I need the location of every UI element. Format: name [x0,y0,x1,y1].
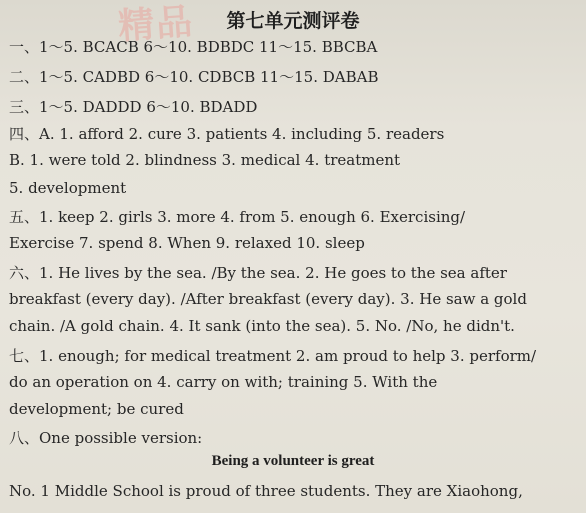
answer-line-2: 二、1～5. CADBD 6～10. CDBCB 11～15. DABAB [9,68,379,86]
page-title: 第七单元测评卷 [226,10,360,32]
essay-title: Being a volunteer is great [211,453,375,469]
answer-line-15: 八、One possible version: [9,429,203,447]
answer-line-7: 五、1. keep 2. girls 3. more 4. from 5. enough 6. Exercising/ [9,208,466,226]
essay-first-line: No. 1 Middle School is proud of three students. They are Xiaohong, [9,482,523,500]
watermark-stamp: 精品 [116,1,196,48]
answer-line-1: 一、1～5. BCACB 6～10. BDBDC 11～15. BBCBA [9,38,378,56]
answer-line-6: 5. development [9,179,127,197]
answer-line-14: development; be cured [9,400,184,418]
answer-line-3: 三、1～5. DADDD 6～10. BDADD [9,98,258,116]
answer-line-4: 四、A. 1. afford 2. cure 3. patients 4. including 5. readers [9,125,445,143]
answer-line-10: breakfast (every day). /After breakfast (every day). 3. He saw a gold [9,290,527,308]
answer-line-12: 七、1. enough; for medical treatment 2. am proud to help 3. perform/ [9,347,537,365]
answer-line-13: do an operation on 4. carry on with; training 5. With the [9,373,438,391]
answer-line-9: 六、1. He lives by the sea. /By the sea. 2. He goes to the sea after [9,264,507,282]
answer-line-5: B. 1. were told 2. blindness 3. medical 4. treatment [9,151,401,169]
answer-line-8: Exercise 7. spend 8. When 9. relaxed 10. sleep [9,234,365,252]
answer-line-11: chain. /A gold chain. 4. It sank (into the sea). 5. No. /No, he didn't. [9,317,515,335]
